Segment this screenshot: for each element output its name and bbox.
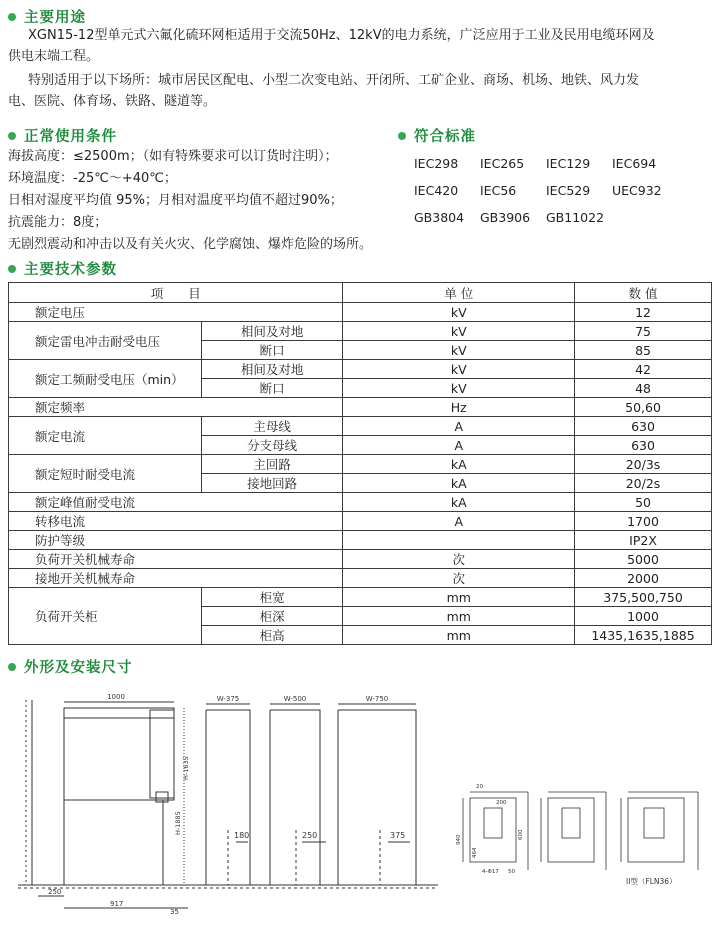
param-value: 1435,1635,1885 (575, 626, 712, 645)
params-title-text: 主要技术参数 (24, 262, 117, 278)
dim-464: 464 (472, 847, 478, 858)
table-header-row (9, 283, 712, 303)
param-unit: Hz (343, 398, 575, 417)
dim-917: 917 (110, 900, 124, 908)
param-value: 630 (575, 417, 712, 436)
table-row (9, 588, 712, 607)
bullet-dot-icon (8, 13, 16, 21)
param-name: 负荷开关机械寿命 (9, 550, 343, 569)
param-value: 20/2s (575, 474, 712, 493)
condition-altitude: 海拔高度：≤2500m；（如有特殊要求可以订货时注明）； (8, 149, 338, 164)
param-value: 85 (575, 341, 712, 360)
header-unit: 单 位 (343, 283, 575, 303)
param-name: 额定工频耐受电压（min） (9, 360, 202, 398)
param-value: 1700 (575, 512, 712, 531)
param-name: 额定雷电冲击耐受电压 (9, 322, 202, 360)
conditions-title-text: 正常使用条件 (24, 129, 117, 145)
table-row (9, 417, 712, 436)
standard-code: GB3804 (414, 210, 465, 225)
dim-w375: W-375 (216, 695, 240, 703)
condition-temperature: 环境温度：-25℃～+40℃； (8, 171, 177, 186)
usage-line-2: 供电末端工程。 (8, 49, 100, 64)
params-table (8, 282, 712, 645)
param-sub: 分支母线 (201, 436, 343, 455)
standard-code: IEC298 (414, 156, 459, 171)
dim-180: 180 (234, 831, 250, 840)
dim-h1885: H-1885 (174, 811, 182, 835)
bullet-dot-icon (398, 132, 406, 140)
dim-940: 940 (456, 834, 462, 845)
param-value: 20/3s (575, 455, 712, 474)
param-sub: 接地回路 (201, 474, 343, 493)
param-sub: 相间及对地 (201, 322, 343, 341)
table-row (9, 360, 712, 379)
standard-code: UEC932 (612, 183, 662, 198)
bullet-dot-icon (8, 265, 16, 273)
dim-250-gap: 250 (302, 831, 318, 840)
dim-50: 50 (508, 869, 515, 875)
param-unit: kA (343, 455, 575, 474)
param-value: 50,60 (575, 398, 712, 417)
param-unit (343, 531, 575, 550)
param-unit: kV (343, 360, 575, 379)
standards-grid (414, 150, 714, 231)
param-unit: kV (343, 379, 575, 398)
param-name: 接地开关机械寿命 (9, 569, 343, 588)
param-value: IP2X (575, 531, 712, 550)
param-unit: A (343, 417, 575, 436)
dim-600: 600 (518, 829, 524, 840)
param-sub: 断口 (201, 379, 343, 398)
plan-caption: II型（FLN36） (626, 877, 677, 886)
standard-code: IEC420 (414, 183, 459, 198)
section-title-params (8, 258, 117, 279)
header-value: 数 值 (575, 283, 712, 303)
usage-line-3: 特别适用于以下场所：城市居民区配电、小型二次变电站、开闭所、工矿企业、商场、机场、地铁、风力发 (28, 73, 640, 88)
param-unit: kV (343, 341, 575, 360)
param-unit: kA (343, 493, 575, 512)
param-name: 额定电流 (9, 417, 202, 455)
section-title-conditions (8, 125, 117, 146)
condition-seismic: 抗震能力：8度； (8, 215, 108, 230)
param-name: 负荷开关柜 (9, 588, 202, 645)
standards-row (414, 204, 714, 231)
param-unit: 次 (343, 550, 575, 569)
table-row (9, 455, 712, 474)
standards-title-text: 符合标准 (414, 129, 476, 145)
standard-code: IEC129 (546, 156, 591, 171)
standard-code: IEC265 (480, 156, 525, 171)
bullet-dot-icon (8, 663, 16, 671)
usage-title-text: 主要用途 (24, 10, 86, 26)
param-value: 375,500,750 (575, 588, 712, 607)
standard-code: IEC56 (480, 183, 517, 198)
param-unit: kA (343, 474, 575, 493)
param-value: 75 (575, 322, 712, 341)
section-title-dimensions (8, 656, 133, 677)
param-sub: 相间及对地 (201, 360, 343, 379)
param-value: 12 (575, 303, 712, 322)
param-sub: 断口 (201, 341, 343, 360)
bullet-dot-icon (8, 132, 16, 140)
param-unit: mm (343, 607, 575, 626)
dim-w750: W-750 (365, 695, 389, 703)
dim-h1635: H-1635 (182, 756, 190, 780)
table-row (9, 493, 712, 512)
param-unit: A (343, 512, 575, 531)
usage-line-1: XGN15-12型单元式六氟化硫环网柜适用于交流50Hz、12kV的电力系统，广泛应用于工业及民用电缆环网及 (28, 28, 655, 43)
usage-line-4: 电、医院、体育场、铁路、隧道等。 (8, 94, 217, 109)
param-sub: 主母线 (201, 417, 343, 436)
cabinet-fronts (206, 704, 416, 885)
param-value: 1000 (575, 607, 712, 626)
installation-drawing (8, 680, 712, 920)
condition-environment: 无剧烈震动和冲击以及有关火灾、化学腐蚀、爆炸危险的场所。 (8, 237, 373, 252)
section-title-standards (398, 125, 476, 146)
table-row (9, 512, 712, 531)
dim-20: 20 (476, 784, 483, 790)
standard-code: GB3906 (480, 210, 531, 225)
param-unit: mm (343, 626, 575, 645)
dim-200: 200 (496, 800, 507, 806)
param-sub: 柜深 (201, 607, 343, 626)
standard-code: IEC694 (612, 156, 657, 171)
param-name: 额定峰值耐受电流 (9, 493, 343, 512)
param-sub: 柜高 (201, 626, 343, 645)
dimensions-title-text: 外形及安装尺寸 (24, 660, 133, 676)
param-name: 防护等级 (9, 531, 343, 550)
param-value: 2000 (575, 569, 712, 588)
standards-row (414, 150, 714, 177)
dim-250: 250 (48, 888, 62, 896)
dim-35: 35 (170, 908, 179, 916)
table-row (9, 322, 712, 341)
standard-code: IEC529 (546, 183, 591, 198)
param-unit: 次 (343, 569, 575, 588)
table-row (9, 569, 712, 588)
param-name: 额定短时耐受电流 (9, 455, 202, 493)
standards-row (414, 177, 714, 204)
param-name: 额定频率 (9, 398, 343, 417)
param-sub: 柜宽 (201, 588, 343, 607)
section-title-usage (8, 6, 86, 27)
table-row (9, 531, 712, 550)
param-name: 转移电流 (9, 512, 343, 531)
param-unit: kV (343, 303, 575, 322)
dim-375: 375 (390, 831, 406, 840)
table-row (9, 303, 712, 322)
param-value: 630 (575, 436, 712, 455)
param-name: 额定电压 (9, 303, 343, 322)
param-value: 50 (575, 493, 712, 512)
param-sub: 主回路 (201, 455, 343, 474)
table-row (9, 550, 712, 569)
header-item: 项 目 (9, 283, 343, 303)
param-value: 48 (575, 379, 712, 398)
table-row (9, 398, 712, 417)
dim-w500: W-500 (283, 695, 307, 703)
dim-1000: 1000 (107, 693, 125, 701)
param-unit: A (343, 436, 575, 455)
side-view-drawing (18, 700, 438, 908)
param-value: 5000 (575, 550, 712, 569)
condition-humidity: 日相对湿度平均值 95%；月相对温度平均值不超过90%； (8, 193, 343, 208)
standard-code: GB11022 (546, 210, 605, 225)
param-value: 42 (575, 360, 712, 379)
dim-4phi17: 4-Φ17 (482, 869, 499, 875)
param-unit: kV (343, 322, 575, 341)
param-unit: mm (343, 588, 575, 607)
